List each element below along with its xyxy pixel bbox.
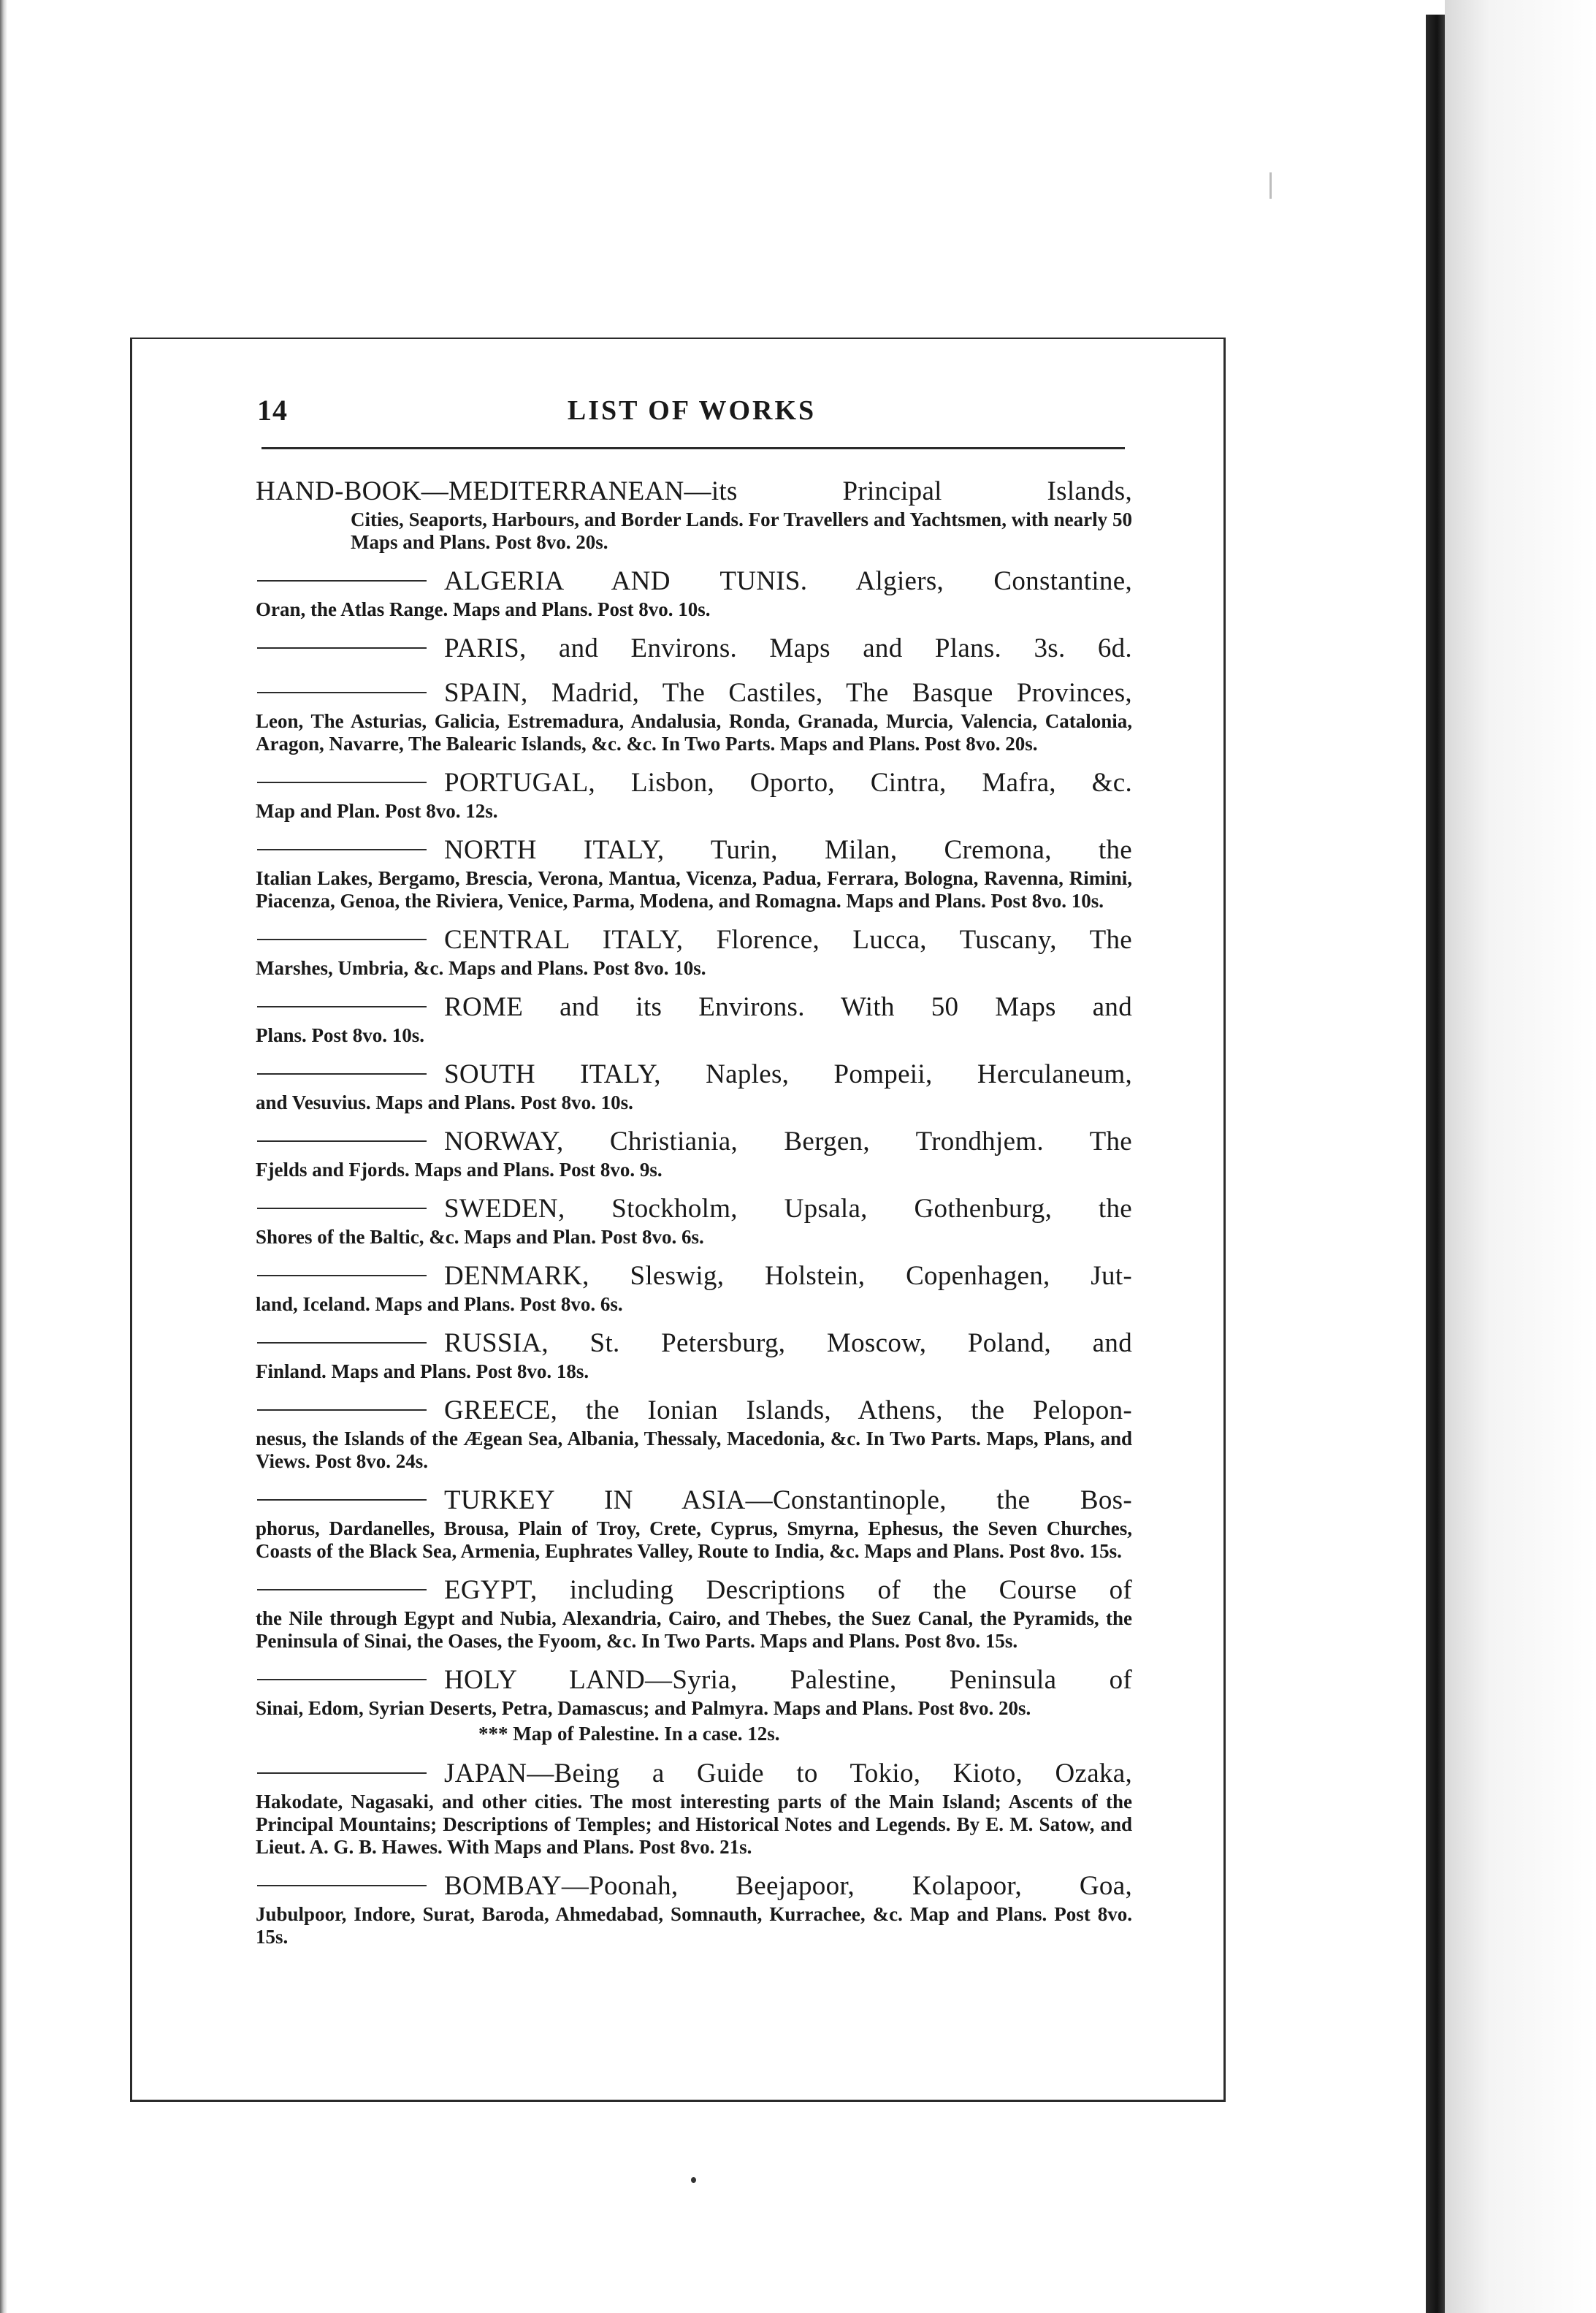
page-header — [257, 389, 1126, 433]
entry-heading: TURKEY IN ASIA—Constantinople, the Bos- — [444, 1485, 1132, 1515]
entry-heading: NORWAY, Christiania, Bergen, Trondhjem. The — [444, 1127, 1132, 1156]
ditto-rule — [257, 939, 427, 940]
entry-japan — [256, 1757, 1132, 1859]
entry-body: Oran, the Atlas Range. Maps and Plans. Post 8vo. 10s. — [256, 598, 711, 620]
entry-body: Marshes, Umbria, &c. Maps and Plans. Post 8vo. 10s. — [256, 957, 706, 979]
ditto-rule — [257, 782, 427, 783]
ditto-rule — [257, 1499, 427, 1501]
entry-body: Plans. Post 8vo. 10s. — [256, 1024, 425, 1046]
running-title: LIST OF WORKS — [567, 395, 817, 426]
entry-body: the Nile through Egypt and Nubia, Alexandria, Cairo, and Thebes, the Suez Canal, the Pyramids, the Peninsula of Sinai, the Oases, the Fyoom, &c. In Two Parts. Maps and Plans. Post 8vo. 15s. — [256, 1607, 1132, 1652]
entry-spain — [256, 677, 1132, 755]
ditto-rule — [257, 647, 427, 649]
ditto-rule — [257, 1409, 427, 1411]
entry-body: land, Iceland. Maps and Plans. Post 8vo. 6s. — [256, 1293, 623, 1315]
entry-body: Hakodate, Nagasaki, and other cities. The most interesting parts of the Main Island; Ascents of the Principal Mountains; Descriptions of Temples; and Historical Notes and Legends. By E. M. Satow, and Lieut. A. G. B. Hawes. With Maps and Plans. Post 8vo. 21s. — [256, 1791, 1132, 1858]
entry-body: nesus, the Islands of the Ægean Sea, Albania, Thessaly, Macedonia, &c. In Two Parts. Maps, Plans, and Views. Post 8vo. 24s. — [256, 1428, 1132, 1472]
entry-bombay — [256, 1870, 1132, 1948]
entry-rome — [256, 991, 1132, 1047]
entry-greece — [256, 1394, 1132, 1473]
ditto-rule — [257, 849, 427, 850]
scan-mark — [1269, 172, 1272, 199]
entry-heading: HAND-BOOK—MEDITERRANEAN—its Principal Islands, — [256, 476, 1132, 506]
entry-heading: ROME and its Environs. With 50 Maps and — [444, 992, 1132, 1022]
entry-heading: RUSSIA, St. Petersburg, Moscow, Poland, and — [444, 1328, 1132, 1358]
entry-body: Shores of the Baltic, &c. Maps and Plan. Post 8vo. 6s. — [256, 1226, 704, 1248]
entry-body: Map and Plan. Post 8vo. 12s. — [256, 800, 498, 822]
ditto-rule — [257, 1885, 427, 1886]
entry-body: and Vesuvius. Maps and Plans. Post 8vo. 10s. — [256, 1091, 633, 1113]
entry-heading: BOMBAY—Poonah, Beejapoor, Kolapoor, Goa, — [444, 1871, 1132, 1901]
header-rule — [261, 447, 1125, 449]
entry-heading: CENTRAL ITALY, Florence, Lucca, Tuscany, The — [444, 925, 1132, 955]
entry-note: *** Map of Palestine. In a case. 12s. — [478, 1723, 780, 1745]
entry-north-italy — [256, 834, 1132, 912]
entry-denmark — [256, 1260, 1132, 1316]
entry-heading: SWEDEN, Stockholm, Upsala, Gothenburg, the — [444, 1194, 1132, 1224]
ditto-rule — [257, 1589, 427, 1590]
scan-left-edge — [0, 0, 7, 2313]
ditto-rule — [257, 692, 427, 693]
entry-heading: JAPAN—Being a Guide to Tokio, Kioto, Ozaka, — [444, 1758, 1132, 1788]
entry-body: Leon, The Asturias, Galicia, Estremadura, Andalusia, Ronda, Granada, Murcia, Valencia, Catalonia, Aragon, Navarre, The Balearic Islands, &c. &c. In Two Parts. Maps and Plans. Post 8vo. 20s. — [256, 710, 1132, 755]
entry-heading: SPAIN, Madrid, The Castiles, The Basque Provinces, — [444, 678, 1132, 708]
ditto-rule — [257, 1342, 427, 1344]
entry-norway — [256, 1125, 1132, 1181]
entry-paris — [256, 632, 1132, 666]
entry-body: Jubulpoor, Indore, Surat, Baroda, Ahmedabad, Somnauth, Kurrachee, &c. Map and Plans. Post 8vo. 15s. — [256, 1903, 1132, 1948]
entry-heading: ALGERIA AND TUNIS. Algiers, Constantine, — [444, 566, 1132, 596]
ditto-rule — [257, 1006, 427, 1007]
ditto-rule — [257, 1208, 427, 1209]
entry-central-italy — [256, 923, 1132, 980]
entry-body: Cities, Seaports, Harbours, and Border Lands. For Travellers and Yachtsmen, with nearly 50 Maps and Plans. Post 8vo. 20s. — [351, 508, 1132, 553]
entry-list — [256, 475, 1132, 1959]
entry-heading: SOUTH ITALY, Naples, Pompeii, Herculaneum, — [444, 1059, 1132, 1089]
ditto-rule — [257, 1679, 427, 1680]
entry-algeria — [256, 565, 1132, 621]
ditto-rule — [257, 1275, 427, 1276]
entry-mediterranean — [256, 475, 1132, 554]
entry-heading: PARIS, and Environs. Maps and Plans. 3s. 6d. — [444, 633, 1132, 663]
entry-holy-land — [256, 1664, 1132, 1745]
entry-body: Fjelds and Fjords. Maps and Plans. Post 8vo. 9s. — [256, 1159, 663, 1181]
entry-body: Sinai, Edom, Syrian Deserts, Petra, Damascus; and Palmyra. Maps and Plans. Post 8vo. 20s. — [256, 1697, 1031, 1719]
entry-heading: NORTH ITALY, Turin, Milan, Cremona, the — [444, 835, 1132, 865]
entry-portugal — [256, 766, 1132, 823]
ditto-rule — [257, 1073, 427, 1075]
entry-body: phorus, Dardanelles, Brousa, Plain of Troy, Crete, Cyprus, Smyrna, Ephesus, the Seven Churches, Coasts of the Black Sea, Armenia, Euphrates Valley, Route to India, &c. Maps and Plans. Post 8vo. 15s. — [256, 1517, 1132, 1562]
entry-heading: GREECE, the Ionian Islands, Athens, the Pelopon- — [444, 1395, 1132, 1425]
page-number: 14 — [257, 394, 288, 427]
book-spine-shadow — [1426, 15, 1445, 2313]
facing-page-edge — [1445, 0, 1596, 2313]
ditto-rule — [257, 1140, 427, 1142]
ditto-rule — [257, 1772, 427, 1774]
entry-heading: DENMARK, Sleswig, Holstein, Copenhagen, Jut- — [444, 1261, 1132, 1291]
entry-egypt — [256, 1574, 1132, 1653]
entry-body: Finland. Maps and Plans. Post 8vo. 18s. — [256, 1360, 589, 1382]
entry-sweden — [256, 1192, 1132, 1249]
entry-heading: HOLY LAND—Syria, Palestine, Peninsula of — [444, 1665, 1132, 1695]
entry-heading: EGYPT, including Descriptions of the Course of — [444, 1575, 1132, 1605]
entry-south-italy — [256, 1058, 1132, 1114]
scan-speck — [691, 2177, 696, 2183]
ditto-rule — [257, 580, 427, 582]
entry-body: Italian Lakes, Bergamo, Brescia, Verona, Mantua, Vicenza, Padua, Ferrara, Bologna, Ravenna, Rimini, Piacenza, Genoa, the Riviera, Venice, Parma, Modena, and Romagna. Maps and Plans. Post 8vo. 10s. — [256, 867, 1132, 912]
entry-russia — [256, 1327, 1132, 1383]
entry-heading: PORTUGAL, Lisbon, Oporto, Cintra, Mafra, &c. — [444, 768, 1132, 798]
entry-turkey — [256, 1484, 1132, 1563]
